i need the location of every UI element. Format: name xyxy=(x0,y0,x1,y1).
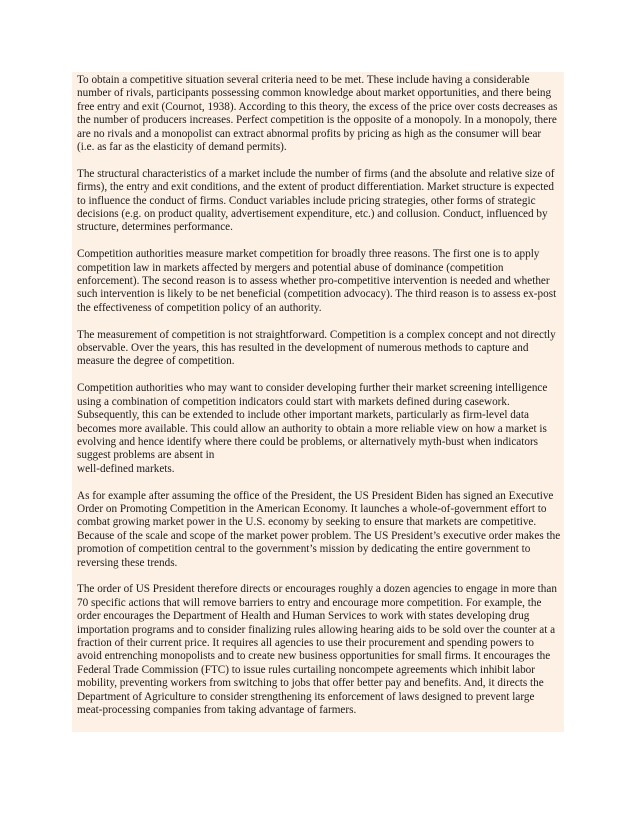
text-highlight-block xyxy=(72,72,564,732)
paragraph-1: To obtain a competitive situation several criteria need to be met. These include having a considerable number of rivals, participants possessing common knowledge about market opportunities, and there being free entry and exit (Cournot, 1938). According to this theory, the excess of the price over costs decreases as the number of producers increases. Perfect competition is the opposite of a monopoly. In a monopoly, there are no rivals and a monopolist can extract abnormal profits by pricing as high as the consumer will bear (i.e. as far as the elasticity of demand permits). xyxy=(77,74,558,154)
paragraph-5: Competition authorities who may want to consider developing further their market screening intelligence using a combination of competition indicators could start with markets defined during casework. Subsequently, this can be extended to include other important markets, particularly as firm-level data becomes more available. This could allow an authority to obtain a more reliable view on how a market is evolving and hence identify where there could be problems, or alternatively myth-bust when indicators suggest problems are absent in well-defined markets. xyxy=(77,382,548,475)
paragraph-3: Competition authorities measure market competition for broadly three reasons. The first one is to apply competition law in markets affected by mergers and potential abuse of dominance (competition enforcement). The second reason is to assess whether pro-competitive intervention is needed and whether such intervention is likely to be net beneficial (competition advocacy). The third reason is to assess ex-post the effectiveness of competition policy of an authority. xyxy=(77,248,557,314)
paragraph-6: As for example after assuming the office of the President, the US President Biden has signed an Executive Order on Promoting Competition in the American Economy. It launches a whole-of-government effort to combat growing market power in the U.S. economy by seeking to ensure that markets are competitive. Because of the scale and scope of the market power problem. The US President’s executive order makes the promotion of competition central to the government’s mission by dedicating the entire government to reversing these trends. xyxy=(77,489,561,569)
paragraph-7: The order of US President therefore directs or encourages roughly a dozen agencies to engage in more than 70 specific actions that will remove barriers to entry and encourage more competition. For example, the order encourages the Department of Health and Human Services to work with states developing drug importation programs and to consider finalizing rules allowing hearing aids to be sold over the counter at a fraction of their current price. It requires all agencies to use their procurement and spending powers to avoid entrenching monopolists and to create new business opportunities for small firms. It encourages the Federal Trade Commission (FTC) to issue rules curtailing noncompete agreements which inhibit labor mobility, preventing workers from switching to jobs that offer better pay and benefits. And, it directs the Department of Agriculture to consider strengthening its enforcement of laws designed to prevent large meat-processing companies from taking advantage of farmers. xyxy=(77,583,557,716)
paragraph-4: The measurement of competition is not straightforward. Competition is a complex concept and not directly observable. Over the years, this has resulted in the development of numerous methods to capture and measure the degree of competition. xyxy=(77,328,556,368)
paragraph-2: The structural characteristics of a market include the number of firms (and the absolute and relative size of firms), the entry and exit conditions, and the extent of product differentiation. Market structure is expected to influence the conduct of firms. Conduct variables include pricing strategies, other forms of strategic decisions (e.g. on product quality, advertisement expenditure, etc.) and collusion. Conduct, influenced by structure, determines performance. xyxy=(77,167,555,234)
